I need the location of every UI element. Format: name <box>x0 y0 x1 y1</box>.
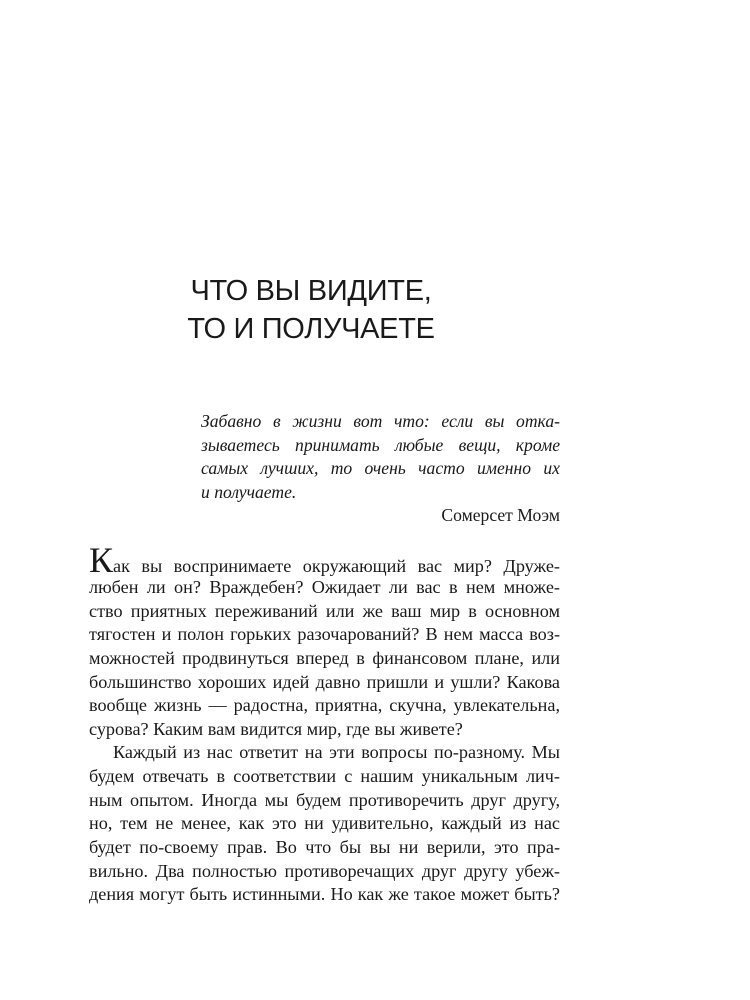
text-line: сурова? Каким вам видится мир, где вы живете? <box>89 718 463 739</box>
chapter-title <box>0 272 622 348</box>
epigraph-line: зываетесь принимать любые вещи, кроме <box>201 434 560 455</box>
text-line: дения могут быть истинными. Но как же такое может быть? <box>89 884 560 905</box>
chapter-title-line-1: ЧТО ВЫ ВИДИТЕ, <box>190 275 432 307</box>
text-line: большинство хороших идей давно пришли и ушли? Какова <box>89 671 560 692</box>
text-line: ным опытом. Иногда мы будем противоречить друг другу, <box>89 789 560 810</box>
text-line: можностей продвинуться вперед в финансовом плане, или <box>89 647 560 668</box>
text-line: вообще жизнь — радостна, приятна, скучна, увлекательна, <box>89 695 560 716</box>
text-line: любен ли он? Враждебен? Ожидает ли вас в нем множе- <box>89 577 560 597</box>
text-line: но, тем не менее, как это ни удивительно, каждый из нас <box>89 813 560 834</box>
body-text <box>89 540 560 907</box>
epigraph-line: Забавно в жизни вот что: если вы отка- <box>201 411 560 431</box>
text-line: будем отвечать в соответствии с нашим уникальным лич- <box>89 766 560 787</box>
paragraph <box>89 741 560 906</box>
text-line: вильно. Два полностью противоречащих друг другу убеж- <box>89 860 560 881</box>
epigraph-line: самых лучших, то очень часто именно их <box>201 458 560 479</box>
epigraph-line: и получаете. <box>201 481 297 502</box>
text-line: тягостен и полон горьких разочарований? В нем масса воз- <box>89 624 560 645</box>
text-line-content: Каждый из нас ответит на эти вопросы по-разному. Мы <box>113 742 560 763</box>
text-line <box>89 741 560 765</box>
drop-cap: К <box>89 540 114 580</box>
chapter-title-line-2: ТО И ПОЛУЧАЕТЕ <box>187 313 435 345</box>
text-line <box>89 540 560 580</box>
epigraph-author: Сомерсет Моэм <box>441 505 560 526</box>
paragraph <box>89 540 560 741</box>
text-line-content: ак вы воспринимаете окружающий вас мир? Друже- <box>113 556 560 576</box>
text-line: будет по-своему прав. Во что бы вы ни верили, это пра- <box>89 837 560 858</box>
epigraph <box>201 410 560 528</box>
text-line: ство приятных переживаний или же ваш мир в основном <box>89 600 560 621</box>
